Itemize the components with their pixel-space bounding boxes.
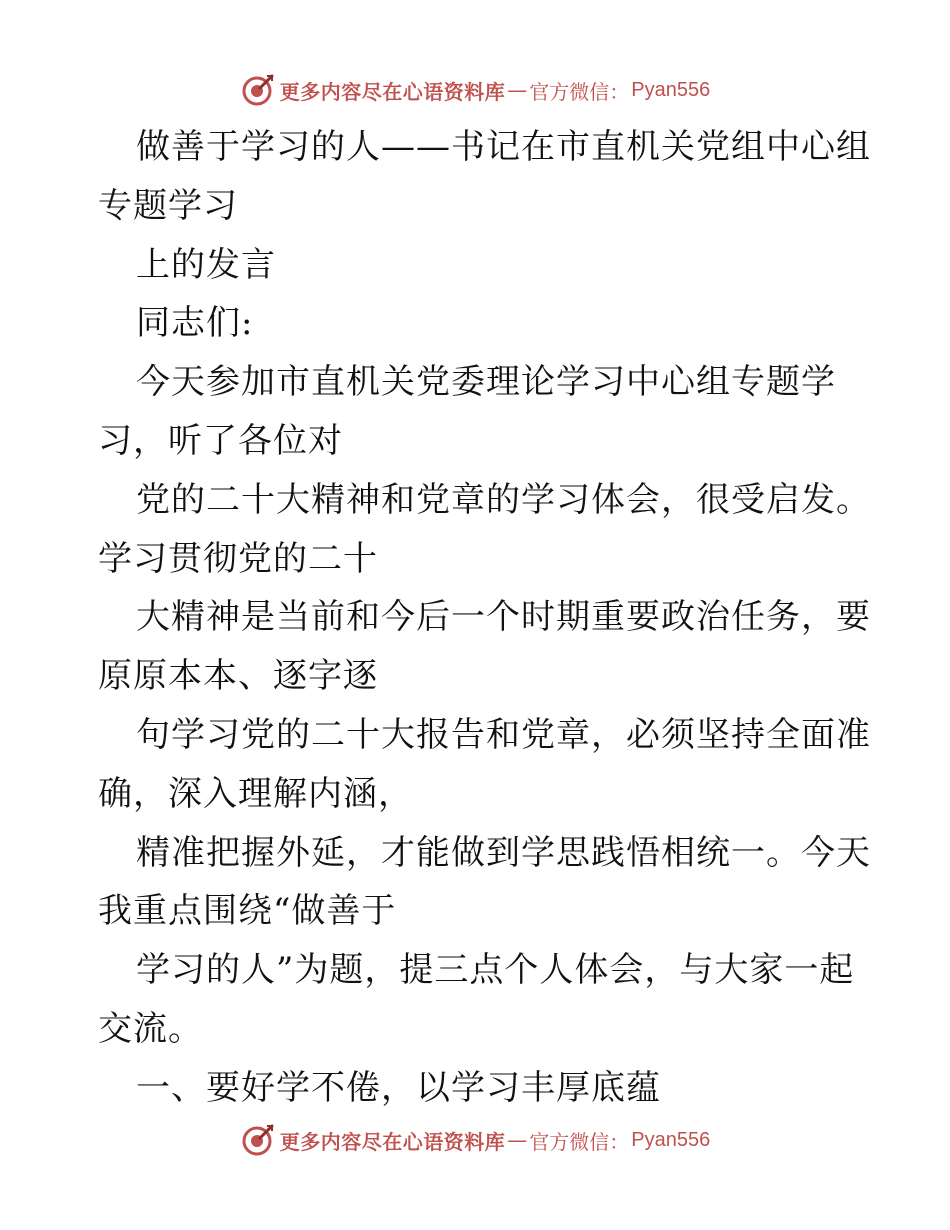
footer-watermark [0,1120,950,1160]
header-watermark [0,70,950,110]
text-line: 交流。 [98,1008,203,1049]
watermark-brand: 更多内容尽在心语资料库 [279,1129,506,1154]
text-line: 学习贯彻党的二十 [98,538,378,579]
text-line: 一、要好学不倦，以学习丰厚底蕴 [136,1067,661,1108]
text-line: 句学习党的二十大报告和党章，必须坚持全面准 [136,714,871,755]
text-line: 做善于学习的人——书记在市直机关党组中心组 [136,127,871,167]
text-line: 精准把握外延，才能做到学思践悟相统一。今天 [136,832,871,873]
text-line: 学习的人”为题，提三点个人体会，与大家一起 [136,950,855,991]
watermark-wechat-label: 官方微信： [529,1129,630,1154]
watermark-wechat-id: Pyan556 [631,78,711,101]
text-line: 确，深入理解内涵， [98,773,413,814]
text-line: 原原本本、逐字逐 [98,656,378,697]
text-line: 今天参加市直机关党委理论学习中心组专题学 [136,362,836,403]
watermark-wechat-label: 官方微信： [529,79,630,104]
watermark-wechat-id: Pyan556 [631,1128,711,1151]
watermark-separator: — [507,78,528,102]
text-line: 专题学习 [98,185,238,226]
document-body [98,118,871,1118]
text-line: 上的发言 [136,244,276,285]
text-line: 我重点围绕“做善于 [98,891,397,932]
text-line: 习，听了各位对 [98,420,343,461]
watermark-brand: 更多内容尽在心语资料库 [279,79,506,104]
text-line: 大精神是当前和今后一个时期重要政治任务，要 [136,597,871,638]
watermark-separator: — [507,1128,528,1152]
text-line: 党的二十大精神和党章的学习体会，很受启发。 [136,479,871,520]
brand-logo-icon [240,1123,274,1157]
text-line: 同志们: [136,303,254,344]
brand-logo-icon [240,73,274,107]
